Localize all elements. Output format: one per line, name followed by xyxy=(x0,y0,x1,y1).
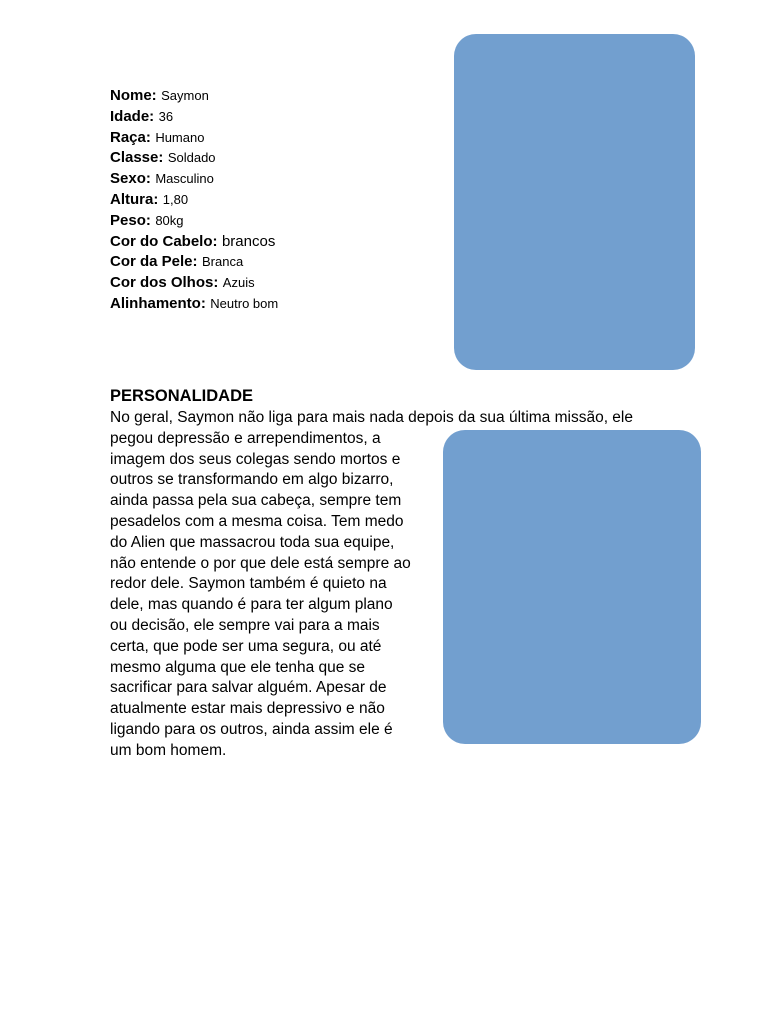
field-alignment xyxy=(110,294,440,315)
field-label: Alinhamento: xyxy=(110,294,206,312)
personality-paragraph xyxy=(110,408,633,762)
field-height xyxy=(110,190,440,211)
field-label: Classe: xyxy=(110,149,164,167)
field-value: brancos xyxy=(221,232,276,250)
character-info-list xyxy=(110,86,440,315)
paragraph-line: pesadelos com a mesma coisa. Tem medo xyxy=(110,512,404,530)
field-value: Branca xyxy=(201,254,244,270)
field-value: Neutro bom xyxy=(210,295,279,311)
field-label: Peso: xyxy=(110,211,151,229)
paragraph-line: imagem dos seus colegas sendo mortos e xyxy=(110,450,401,468)
field-class xyxy=(110,148,440,169)
paragraph-line: ainda passa pela sua cabeça, sempre tem xyxy=(110,492,402,510)
field-label: Altura: xyxy=(110,190,159,208)
field-label: Cor da Pele: xyxy=(110,253,198,271)
field-eye-color xyxy=(110,273,440,294)
paragraph-line: redor dele. Saymon também é quieto na xyxy=(110,575,387,593)
field-label: Idade: xyxy=(110,107,155,125)
field-age xyxy=(110,107,440,128)
paragraph-line: ligando para os outros, ainda assim ele é xyxy=(110,720,393,738)
field-value: Azuis xyxy=(222,275,255,291)
field-name xyxy=(110,86,440,107)
paragraph-line: certa, que pode ser uma segura, ou até xyxy=(110,637,382,655)
character-portrait-placeholder xyxy=(454,34,695,370)
paragraph-line: pegou depressão e arrependimentos, a xyxy=(110,429,381,447)
field-value: 36 xyxy=(158,108,174,124)
field-label: Cor dos Olhos: xyxy=(110,274,219,292)
field-value: Masculino xyxy=(155,171,214,187)
field-label: Sexo: xyxy=(110,170,151,188)
field-weight xyxy=(110,211,440,232)
field-value: Humano xyxy=(155,129,205,145)
field-value: 80kg xyxy=(155,212,184,228)
field-value: Saymon xyxy=(161,88,209,103)
personality-heading: PERSONALIDADE xyxy=(110,387,254,405)
paragraph-line: dele, mas quando é para ter algum plano xyxy=(110,596,393,614)
field-value: Soldado xyxy=(167,150,216,166)
field-label: Nome: xyxy=(110,87,157,104)
paragraph-line: No geral, Saymon não liga para mais nada depois da sua última missão, ele xyxy=(110,409,633,426)
field-skin-color xyxy=(110,252,440,273)
field-value: 1,80 xyxy=(162,191,189,207)
paragraph-line: do Alien que massacrou toda sua equipe, xyxy=(110,533,395,551)
paragraph-line: um bom homem. xyxy=(110,741,227,759)
field-sex xyxy=(110,169,440,190)
paragraph-line: mesmo alguma que ele tenha que se xyxy=(110,658,366,676)
field-hair-color xyxy=(110,232,440,253)
field-race xyxy=(110,128,440,149)
paragraph-line: não entende o por que dele está sempre ao xyxy=(110,554,411,572)
paragraph-line: atualmente estar mais depressivo e não xyxy=(110,700,385,718)
paragraph-line: sacrificar para salvar alguém. Apesar de xyxy=(110,679,387,697)
field-label: Raça: xyxy=(110,128,151,146)
paragraph-line: ou decisão, ele sempre vai para a mais xyxy=(110,616,380,634)
field-label: Cor do Cabelo: xyxy=(110,232,218,250)
paragraph-line: outros se transformando em algo bizarro, xyxy=(110,471,394,489)
